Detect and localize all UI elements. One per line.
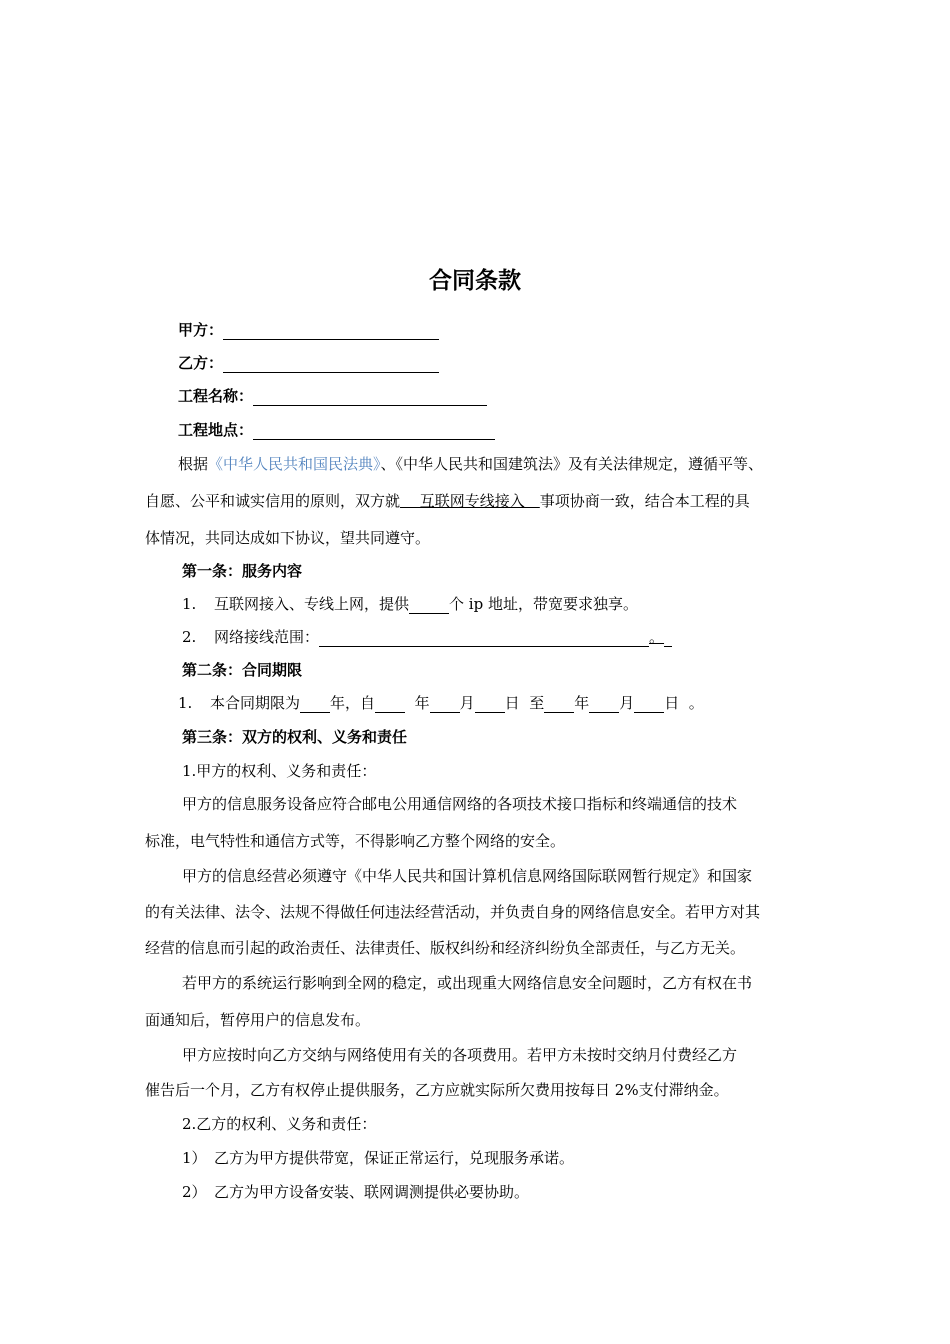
- month-word: 月: [459, 694, 475, 712]
- project-name-label: 工程名称：: [178, 387, 254, 405]
- item-number: 1.: [178, 694, 193, 712]
- from-word: ，自: [345, 694, 376, 712]
- item-number: 1）: [182, 1149, 207, 1167]
- item-text: 个 ip 地址，带宽要求独享。: [449, 595, 638, 613]
- item-text: 互联网接入、专线上网，提供: [214, 595, 410, 613]
- party-b-field: [178, 353, 439, 373]
- end-day-blank: [634, 696, 664, 713]
- project-location-label: 工程地点：: [178, 421, 254, 439]
- civil-code-reference: 《中华人民共和国民法典》: [208, 455, 381, 473]
- intro-text: 、《中华人民共和国建筑法》及有关法律规定，遵循平等、: [380, 455, 764, 473]
- para-4-line-1: 甲方应按时向乙方交纳与网络使用有关的各项费用。若甲方未按时交纳月付费经乙方: [182, 1046, 738, 1064]
- network-range-blank-tail: [664, 630, 672, 647]
- article-3-sub-1: 1.甲方的权利、义务和责任：: [182, 762, 377, 780]
- year-word: 年: [330, 694, 346, 712]
- intro-line-2: [145, 491, 750, 511]
- article-3-heading: 第三条：双方的权利、义务和责任: [182, 728, 408, 746]
- day-word: 日: [664, 694, 680, 712]
- item-text: 乙方为甲方设备安装、联网调测提供必要协助。: [214, 1183, 530, 1201]
- party-a-blank: [223, 323, 439, 340]
- document-title: 合同条款: [429, 268, 521, 294]
- start-year-blank: [375, 696, 405, 713]
- item-number: 1.: [182, 595, 197, 613]
- day-word: 日: [504, 694, 520, 712]
- item-number: 2.: [182, 628, 197, 646]
- to-word: 至: [529, 694, 545, 712]
- end-mark: 。: [688, 694, 704, 712]
- intro-text: 自愿、公平和诚实信用的原则，双方就: [145, 492, 401, 510]
- para-1-line-1: 甲方的信息服务设备应符合邮电公用通信网络的各项技术接口指标和终端通信的技术: [182, 795, 738, 813]
- project-location-blank: [253, 423, 495, 440]
- item-text: 乙方为甲方提供带宽，保证正常运行，兑现服务承诺。: [214, 1149, 575, 1167]
- article-2-heading: 第二条：合同期限: [182, 661, 303, 679]
- start-month-blank: [430, 696, 460, 713]
- end-month-blank: [589, 696, 619, 713]
- intro-line-3: 体情况，共同达成如下协议，望共同遵守。: [145, 529, 431, 547]
- para-2-line-1: 甲方的信息经营必须遵守《中华人民共和国计算机信息网络国际联网暂行规定》和国家: [182, 867, 753, 885]
- para-4-line-2: 催告后一个月，乙方有权停止提供服务，乙方应就实际所欠费用按每日 2%支付滞纳金。: [145, 1081, 729, 1099]
- article-1-item-1: [182, 594, 638, 614]
- item-end-mark: 。: [649, 628, 665, 646]
- para-3-line-1: 若甲方的系统运行影响到全网的稳定，或出现重大网络信息安全问题时，乙方有权在书: [182, 974, 753, 992]
- project-name-blank: [253, 389, 487, 406]
- intro-text: 根据: [178, 455, 209, 473]
- article-3-item-2: [182, 1182, 529, 1202]
- term-years-blank: [300, 696, 330, 713]
- article-3-sub-2: 2.乙方的权利、义务和责任：: [182, 1115, 377, 1133]
- article-1-item-2: [182, 627, 672, 647]
- article-1-heading: 第一条：服务内容: [182, 562, 303, 580]
- ip-count-blank: [409, 597, 449, 614]
- year-word: 年: [414, 694, 430, 712]
- article-3-item-1: [182, 1148, 574, 1168]
- end-year-blank: [544, 696, 574, 713]
- intro-text: 事项协商一致，结合本工程的具: [539, 492, 750, 510]
- project-name-field: [178, 386, 487, 406]
- project-location-field: [178, 420, 495, 440]
- para-2-line-2: 的有关法律、法令、法规不得做任何违法经营活动，并负责自身的网络信息安全。若甲方对其: [145, 903, 761, 921]
- month-word: 月: [619, 694, 635, 712]
- party-b-blank: [223, 356, 439, 373]
- para-2-line-3: 经营的信息而引起的政治责任、法律责任、版权纠纷和经济纠纷负全部责任，与乙方无关。: [145, 939, 746, 957]
- para-1-line-2: 标准，电气特性和通信方式等，不得影响乙方整个网络的安全。: [145, 832, 566, 850]
- contract-subject: 互联网专线接入: [400, 492, 540, 510]
- network-range-blank: [319, 630, 649, 647]
- article-2-item-1: [178, 693, 704, 713]
- intro-line-1: [178, 454, 763, 474]
- party-a-field: [178, 320, 439, 340]
- start-day-blank: [475, 696, 505, 713]
- party-b-label: 乙方：: [178, 354, 224, 372]
- para-3-line-2: 面通知后，暂停用户的信息发布。: [145, 1011, 371, 1029]
- item-text: 网络接线范围：: [214, 628, 320, 646]
- item-number: 2）: [182, 1183, 207, 1201]
- item-text: 本合同期限为: [210, 694, 301, 712]
- party-a-label: 甲方：: [178, 321, 224, 339]
- year-word: 年: [574, 694, 590, 712]
